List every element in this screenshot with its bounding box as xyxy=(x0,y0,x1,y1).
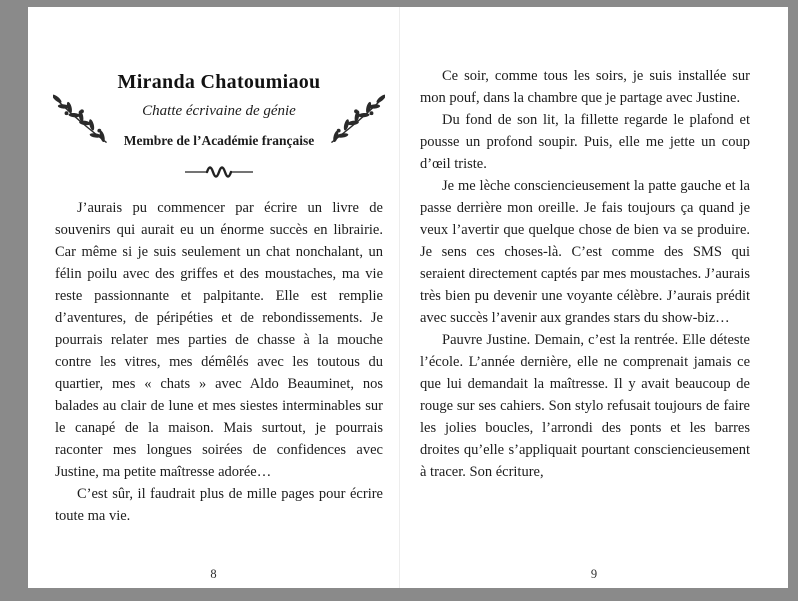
book-spread xyxy=(28,7,788,588)
paragraph: C’est sûr, il faudrait plus de mille pages pour écrire toute ma vie. xyxy=(55,486,383,524)
page-right xyxy=(400,7,788,588)
olive-branch-left-icon xyxy=(53,93,109,147)
paragraph: J’aurais pu commencer par écrire un livre de souvenirs qui aurait eu un énorme succès en librairie. Car même si je suis seulement un chat nonchalant, un félin poilu avec des griffes et des moustaches, ma vie reste passionnante et palpitante. Elle est remplie d’aventures, de péripéties et de rebondissements. Je pourrais relater mes parties de chasse à la mouche contre les vitres, mes démêlés avec les toutous du quartier, mes « chats » avec Aldo Beauminet, nos balades au clair de lune et mes siestes interminables sur le canapé de la maison. Mais surtout, je pourrais raconter mes longues soirées de confidences avec Justine, ma petite maîtresse adorée… xyxy=(55,200,383,480)
chapter-header xyxy=(69,71,369,149)
right-page-body xyxy=(420,65,750,483)
page-number-left: 8 xyxy=(210,567,217,581)
paragraph: Je me lèche consciencieusement la patte gauche et la passe derrière mon oreille. Je fais toujours ça quand je veux l’avertir que quelque chose de bien va se produire. Je sens ces choses-là. C’est comme des SMS qui seraient directement captés par mes moustaches. J’aurais très bien pu devenir une voyante célèbre. J’aurais prédit avec succès l’avenir aux grandes stars du show-biz… xyxy=(420,178,750,326)
chapter-title: Miranda Chatoumiaou xyxy=(117,71,321,93)
olive-branch-right-icon xyxy=(329,93,385,147)
section-divider xyxy=(55,164,383,180)
page-left xyxy=(28,7,400,588)
chapter-subtitle: Chatte écrivaine de génie xyxy=(142,103,296,119)
page-number-right: 9 xyxy=(590,567,598,581)
paragraph: Du fond de son lit, la fillette regarde le plafond et pousse un profond soupir. Puis, elle me jette un coup d’œil triste. xyxy=(420,112,750,172)
paragraph: Pauvre Justine. Demain, c’est la rentrée. Elle déteste l’école. L’année dernière, elle ne comprenait jamais ce que lui demandait la maîtresse. Il y avait beaucoup de rouge sur ses cahiers. Son stylo refusait toujours de faire les jolies boucles, l’arrondi des ponts et les barres droites qu’elle s’appliquait pourtant consciencieusement à tracer. Son écriture, xyxy=(420,332,750,480)
left-page-body xyxy=(55,197,383,527)
paragraph: Ce soir, comme tous les soirs, je suis installée sur mon pouf, dans la chambre que je partage avec Justine. xyxy=(420,68,750,106)
chapter-affiliation: Membre de l’Académie française xyxy=(123,133,315,148)
wavy-rule-ornament-icon xyxy=(183,164,255,180)
